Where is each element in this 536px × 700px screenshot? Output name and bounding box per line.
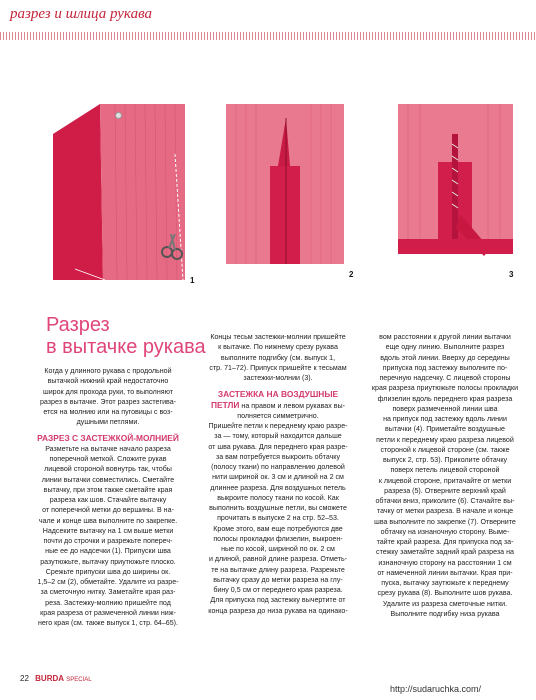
text-line: Для припуска под застежку вычертите от xyxy=(210,596,346,605)
text-line: поверх размеченной линии шва xyxy=(392,404,498,413)
text-line: вытачки (4). Приметайте воздушные xyxy=(385,425,505,434)
heading-line-2: ПЕТЛИ на правом и левом рукавах вы- xyxy=(211,399,345,410)
text-line: разреза как шов. Стачайте вытачку xyxy=(49,496,167,504)
text-line: Удалите из разреза сметочные нитки. xyxy=(382,599,508,608)
text-line: от поперечной метки до вершины. В на- xyxy=(42,506,174,515)
text-line: бину 0,5 см от переднего края разреза. xyxy=(213,586,343,594)
text-line: на припуск под застежку вдоль линии xyxy=(383,415,507,423)
text-line: выполните подгибку (см. выпуск 1, xyxy=(220,353,336,362)
zipper-basted-illustration xyxy=(226,104,344,280)
figure-2-photo xyxy=(226,104,344,280)
text-line: Концы тесьм застежки-молнии пришейте xyxy=(210,333,346,341)
text-line: полосы прокладки флизелин, выкроен- xyxy=(213,534,343,543)
text-line: вытачку, при этом также сметайте края xyxy=(43,485,173,494)
text-line: выкроите полосу ткани по косой. Как xyxy=(217,493,339,502)
text-line: перечную надсечку. С лицевой стороны xyxy=(379,374,511,382)
figure-2-number: 2 xyxy=(349,270,354,279)
text-line: за сметочную нитку. Заметайте края раз- xyxy=(40,588,176,597)
text-line: стежку заметайте задний край разреза на xyxy=(376,548,514,557)
text-line: пуска, вытачку заутюжьте к переднему xyxy=(381,579,509,587)
text-line: прочитать в выпуске 2 на стр. 52–53. xyxy=(217,514,339,523)
text-line: ные ее до надсечки (1). Припуски шва xyxy=(45,547,171,556)
text-line: те на вытачке длину разреза. Разрежьте xyxy=(211,565,345,574)
article-title: Разрез в вытачке рукава xyxy=(46,314,206,358)
header-rule xyxy=(0,32,536,40)
text-line: к вытачке. По нижнему срезу рукава xyxy=(218,343,338,352)
column-3 xyxy=(362,332,528,619)
intro-line: вытачкой нижний край недостаточно xyxy=(47,377,169,386)
pin-marker xyxy=(115,112,122,119)
page-number: 22 xyxy=(20,674,29,683)
section-heading-loops: ЗАСТЕЖКА НА ВОЗДУШНЫЕ xyxy=(217,389,339,400)
text-line: срезу рукава (8). Выполните шов рукава. xyxy=(377,589,513,598)
text-line: петли к переднему краю разреза лицевой xyxy=(376,435,514,444)
text-line: припуска под застежку выполните по- xyxy=(382,363,508,372)
intro-line: широк для прохода руки, то выполняют xyxy=(43,387,173,396)
text-line: застежки-молнии (3). xyxy=(243,374,313,382)
finished-zipper-illustration xyxy=(398,104,513,272)
text-line: разреза (5). Отверните верхний край xyxy=(384,486,506,495)
text-line: него края (см. также выпуск 1, стр. 64–65). xyxy=(37,619,179,627)
text-line: Пришейте петли к переднему краю разре- xyxy=(208,422,348,430)
text-line: Разметьте на вытачке начало разреза xyxy=(45,444,171,453)
text-line: чале и конце шва выполните по закрепке. xyxy=(38,516,178,525)
text-line: флизелин вдоль переднего края разреза xyxy=(377,394,513,403)
text-line: ные по косой, шириной по ок. 2 см xyxy=(221,545,335,553)
intro-line: душными петлями. xyxy=(76,418,140,427)
text-line: Кроме этого, вам еще потребуются две xyxy=(213,524,343,533)
figure-1-number: 1 xyxy=(190,276,195,285)
text-line: выпуск 2, стр. 53). Приколите обтачку xyxy=(382,456,508,464)
brand-name: BURDA xyxy=(35,674,65,683)
text-line: тайте край разреза. Для припуска под за- xyxy=(376,538,514,546)
text-line: конца разреза до низа рукава на одинако- xyxy=(208,606,348,615)
figure-3-photo xyxy=(398,104,513,272)
text-line: поперечной меткой. Сложите рукав xyxy=(49,455,167,463)
text-line: от шва рукава. Для переднего края разре- xyxy=(208,442,348,451)
text-line: изнаночную сторону на расстоянии 1 см xyxy=(378,558,512,567)
text-line: Выполните подгибку низа рукава xyxy=(390,609,500,618)
watermark-url: http://sudaruchka.com/ xyxy=(390,684,482,694)
text-line: выполнить воздушные петли, вы сможете xyxy=(209,504,347,512)
figure-3-number: 3 xyxy=(509,270,514,279)
page-footer xyxy=(20,674,92,683)
text-line: к лицевой стороне, притачайте от метки xyxy=(378,476,512,485)
intro-line: разрез в вытачке. Этот разрез застегива- xyxy=(39,397,177,406)
text-line: вытачку сразу до метки разреза на глу- xyxy=(213,575,343,584)
text-line: (полосу ткани) по направлению долевой xyxy=(211,463,345,471)
text-line: за вам потребуется выкроить обтачку xyxy=(215,452,341,461)
text-line: стороной к лицевой стороне (см. также xyxy=(380,445,510,454)
text-line: тачку от метки разреза. В начале и конце xyxy=(376,507,514,516)
text-line: вом расстоянии к другой линии вытачки xyxy=(379,333,511,341)
text-line: за — тому, который находится дальше xyxy=(214,432,342,441)
text-line: лицевой стороной вовнутрь так, чтобы xyxy=(44,465,172,474)
text-line: почти до строчки и разрежьте попереч- xyxy=(43,537,173,545)
text-line: 1,5–2 см (2), обметайте. Удалите из разре- xyxy=(37,578,179,586)
text-line: разутюжьте, вытачку приутюжьте плоско. xyxy=(40,557,176,566)
text-line: нити шириной ок. 3 см и длиной на 2 см xyxy=(212,473,344,482)
text-line: длиннее разреза. Для воздушных петель xyxy=(210,483,346,492)
text-line: еще одну линию. Выполните разрез xyxy=(385,343,505,352)
text-line: линии вытачки совместились. Сметайте xyxy=(41,475,175,484)
text-line: вдоль этой линии. Вверху до середины xyxy=(380,353,510,362)
text-line: от намеченной линии вытачки. Края при- xyxy=(377,568,513,577)
brand-edition: SPECIAL xyxy=(66,677,92,683)
text-line: Срежьте припуски шва до ширины ок. xyxy=(45,567,171,576)
column-2 xyxy=(197,332,359,616)
text-line: Надсеките вытачку на 1 см выше метки xyxy=(42,526,174,535)
intro-line: Когда у длинного рукава с продольной xyxy=(44,367,172,375)
intro-line: ется на молнию или на пуговицы с воз- xyxy=(43,408,173,416)
section-heading-zipper: РАЗРЕЗ С ЗАСТЕЖКОЙ-МОЛНИЕЙ xyxy=(37,432,179,443)
text-line: края разреза приутюжьте полосы прокладки xyxy=(371,384,519,393)
text-line: края разреза от размеченной линии ниж- xyxy=(40,608,176,617)
text-line: обтачки вниз, приколите (6). Стачайте вы- xyxy=(375,497,515,505)
text-line: и длиной, равной длине разреза. Отметь- xyxy=(208,555,348,564)
text-line: реза. Застежку-молнию пришейте под xyxy=(45,598,171,607)
text-line: шва выполните по закрепке (7). Отверните xyxy=(374,517,516,526)
column-1 xyxy=(28,366,188,628)
section-header: разрез и шлица рукава xyxy=(10,6,152,22)
figure-1-photo xyxy=(45,104,190,280)
text-line: стр. 71–72). Припуск пришейте к тесьмам xyxy=(209,363,347,372)
text-line: обтачку на изнаночную сторону. Выме- xyxy=(380,527,510,536)
text-line: поверх петель лицевой стороной xyxy=(390,466,500,475)
text-line: полняется симметрично. xyxy=(237,411,319,420)
scissors-icon xyxy=(157,232,187,262)
